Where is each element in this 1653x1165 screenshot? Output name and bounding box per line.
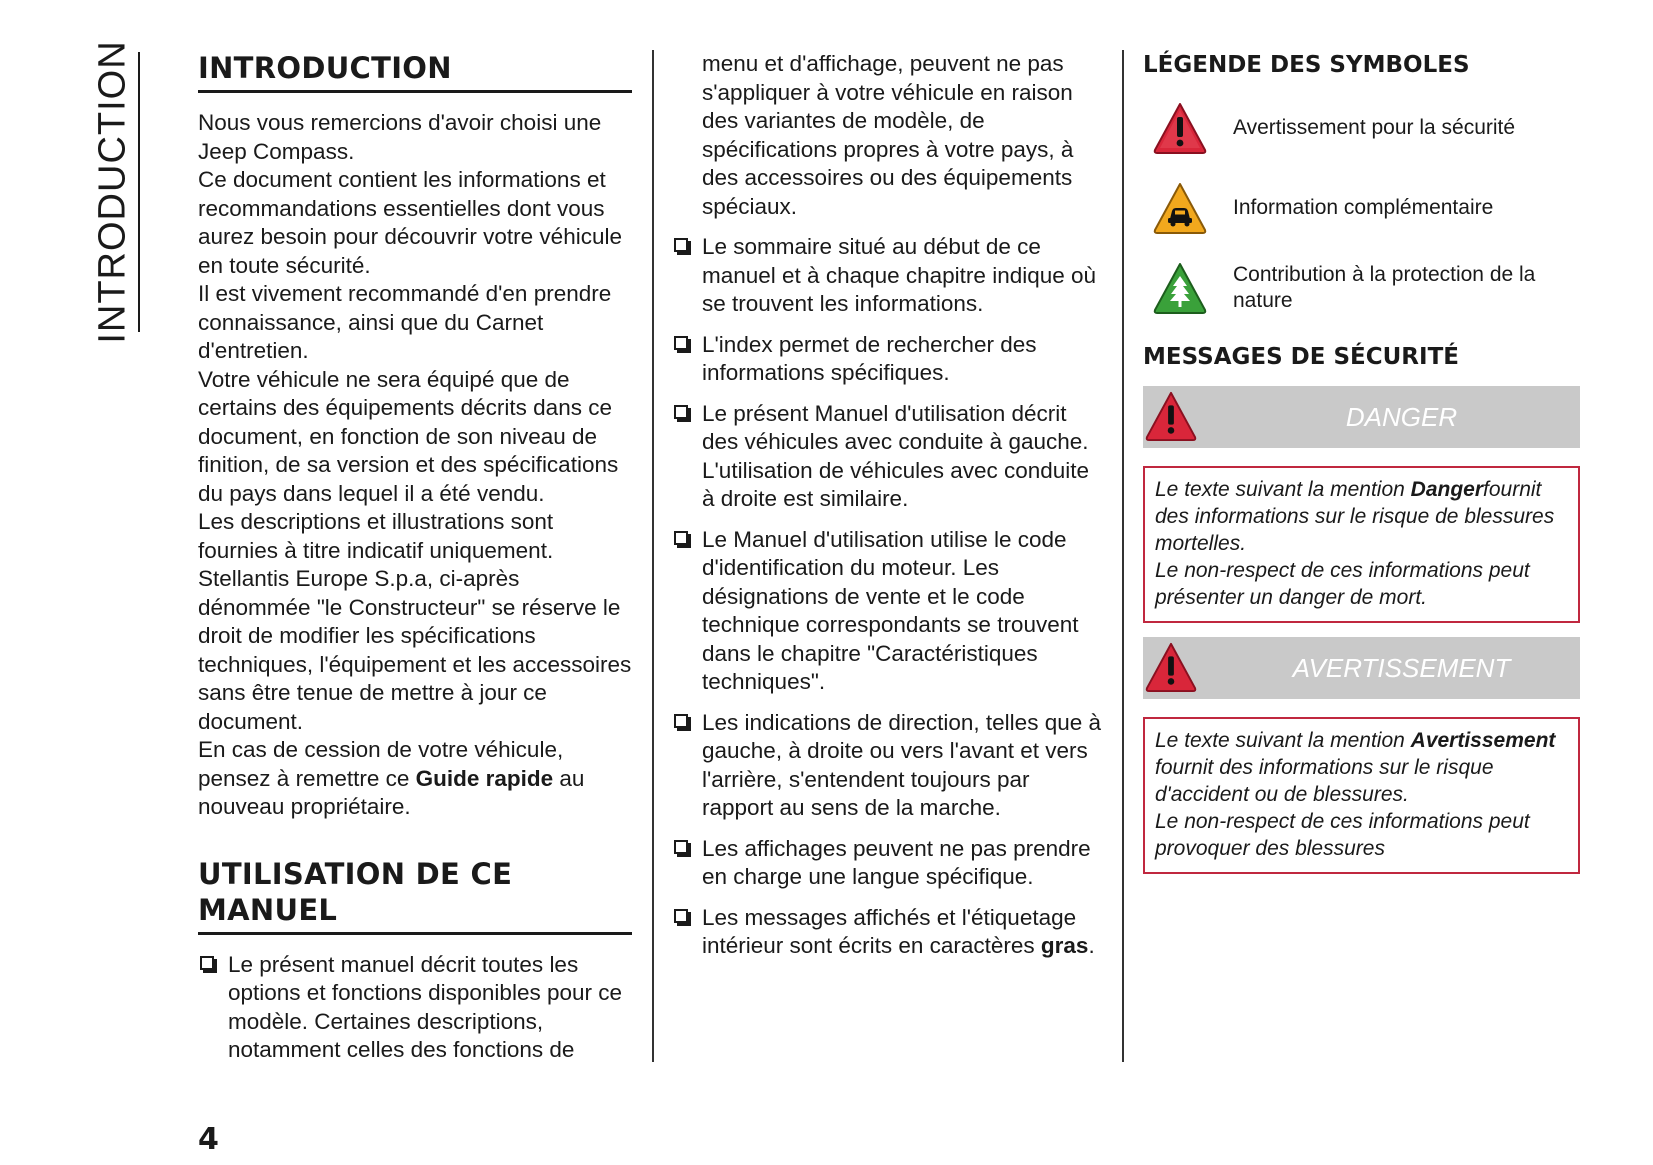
column-divider-2 — [1122, 50, 1124, 1062]
continued-paragraph: menu et d'affichage, peuvent ne pas s'appliquer à votre véhicule en raison des variantes de modèle, de spécifications propres à votre pays, à des accessoires ou des équipements spéciaux. — [702, 51, 1074, 219]
checkbox-bullet-icon — [674, 238, 688, 252]
legend-heading: LÉGENDE DES SYMBOLES — [1143, 52, 1470, 78]
danger-keyword: Danger — [1410, 478, 1484, 501]
symbol-row — [1143, 248, 1580, 328]
intro-paragraph: Nous vous remercions d'avoir choisi une Jeep Compass. — [198, 110, 602, 164]
section-heading-utilisation: UTILISATION DE CE MANUEL — [198, 856, 632, 935]
column-divider-1 — [652, 50, 654, 1062]
warning-icon — [1145, 639, 1197, 703]
page-number: 4 — [198, 1122, 219, 1157]
danger-warning-icon — [1145, 388, 1197, 452]
section-heading-introduction: INTRODUCTION — [198, 50, 632, 93]
intro-paragraph: Votre véhicule ne sera équipé que de certains des équipements décrits dans ce document, en fonction de son niveau de finition, de sa version et des spécifications du pays dans lequel il a été vendu. — [198, 366, 619, 506]
danger-banner — [1143, 386, 1580, 448]
checkbox-bullet-icon — [200, 956, 214, 970]
column-3 — [1143, 50, 1580, 874]
checkbox-bullet-icon — [674, 909, 688, 923]
danger-message-text: Le texte suivant la mention Dangerfournit des informations sur le risque de blessures mortelles. — [1155, 478, 1555, 555]
symbol-row — [1143, 168, 1580, 248]
chapter-side-tab-label: INTRODUCTION — [91, 40, 134, 344]
list-item: Les indications de direction, telles que à gauche, à droite ou vers l'avant et vers l'arrière, s'entendent toujours par rapport au sens de la marche. — [672, 709, 1102, 823]
list-item: Le présent Manuel d'utilisation décrit des véhicules avec conduite à gauche. L'utilisation de véhicules avec conduite à droite est similaire. — [672, 400, 1102, 514]
bold-term: Guide rapide — [415, 765, 554, 791]
checkbox-bullet-icon — [674, 336, 688, 350]
list-item: Le présent manuel décrit toutes les options et fonctions disponibles pour ce modèle. Certaines descriptions, notamment celles des fonctions de — [198, 951, 632, 1065]
bold-term: gras — [1040, 933, 1089, 958]
warning-keyword: Avertissement — [1410, 729, 1556, 752]
warning-message-box — [1143, 717, 1580, 874]
list-item: Les affichages peuvent ne pas prendre en charge une langue spécifique. — [672, 835, 1102, 892]
car-info-icon — [1143, 181, 1233, 235]
messages-heading: MESSAGES DE SÉCURITÉ — [1143, 344, 1459, 370]
list-item: Le sommaire situé au début de ce manuel et à chaque chapitre indique où se trouvent les informations. — [672, 233, 1102, 319]
intro-paragraph: Il est vivement recommandé d'en prendre connaissance, ainsi que du Carnet d'entretien. — [198, 281, 612, 363]
safety-warning-icon — [1143, 101, 1233, 155]
symbol-label: Information complémentaire — [1233, 196, 1494, 219]
checkbox-bullet-icon — [674, 840, 688, 854]
checkbox-bullet-icon — [674, 531, 688, 545]
intro-paragraph-handover: En cas de cession de votre véhicule, pensez à remettre ce Guide rapide au nouveau propriétaire. — [198, 737, 585, 819]
list-item: Le Manuel d'utilisation utilise le code d'identification du moteur. Les désignations de vente et le code technique correspondants se trouvent dans le chapitre "Caractéristiques techniques". — [672, 526, 1102, 697]
warning-banner — [1143, 637, 1580, 699]
warning-message-text: Le texte suivant la mention Avertissement fournit des informations sur le risque d'accident ou de blessures. — [1155, 729, 1556, 806]
danger-message-consequence: Le non-respect de ces informations peut présenter un danger de mort. — [1155, 559, 1530, 609]
symbol-row — [1143, 88, 1580, 168]
checkbox-bullet-icon — [674, 714, 688, 728]
warning-title: AVERTISSEMENT — [1292, 653, 1511, 683]
list-item: Les messages affichés et l'étiquetage intérieur sont écrits en caractères gras. — [672, 904, 1102, 961]
column-1 — [198, 50, 632, 1077]
checkbox-bullet-icon — [674, 405, 688, 419]
intro-paragraph: Les descriptions et illustrations sont fournies à titre indicatif uniquement. — [198, 509, 554, 563]
intro-paragraph: Ce document contient les informations et recommandations essentielles dont vous aurez besoin pour découvrir votre véhicule en toute sécurité. — [198, 167, 622, 278]
chapter-side-tab — [88, 40, 140, 344]
intro-paragraph: Stellantis Europe S.p.a, ci-après dénommée "le Constructeur" se réserve le droit de modifier les spécifications techniques, l'équipement et les accessoires sans être tenue de mettre à jour ce document. — [198, 566, 632, 734]
column-2 — [672, 50, 1102, 973]
symbol-label: Contribution à la protection de la nature — [1233, 263, 1536, 312]
list-item: L'index permet de rechercher des informations spécifiques. — [672, 331, 1102, 388]
danger-message-box — [1143, 466, 1580, 623]
danger-title: DANGER — [1345, 402, 1458, 432]
tree-nature-icon — [1143, 261, 1233, 315]
symbol-label: Avertissement pour la sécurité — [1233, 116, 1516, 139]
warning-message-consequence: Le non-respect de ces informations peut provoquer des blessures — [1155, 810, 1530, 860]
